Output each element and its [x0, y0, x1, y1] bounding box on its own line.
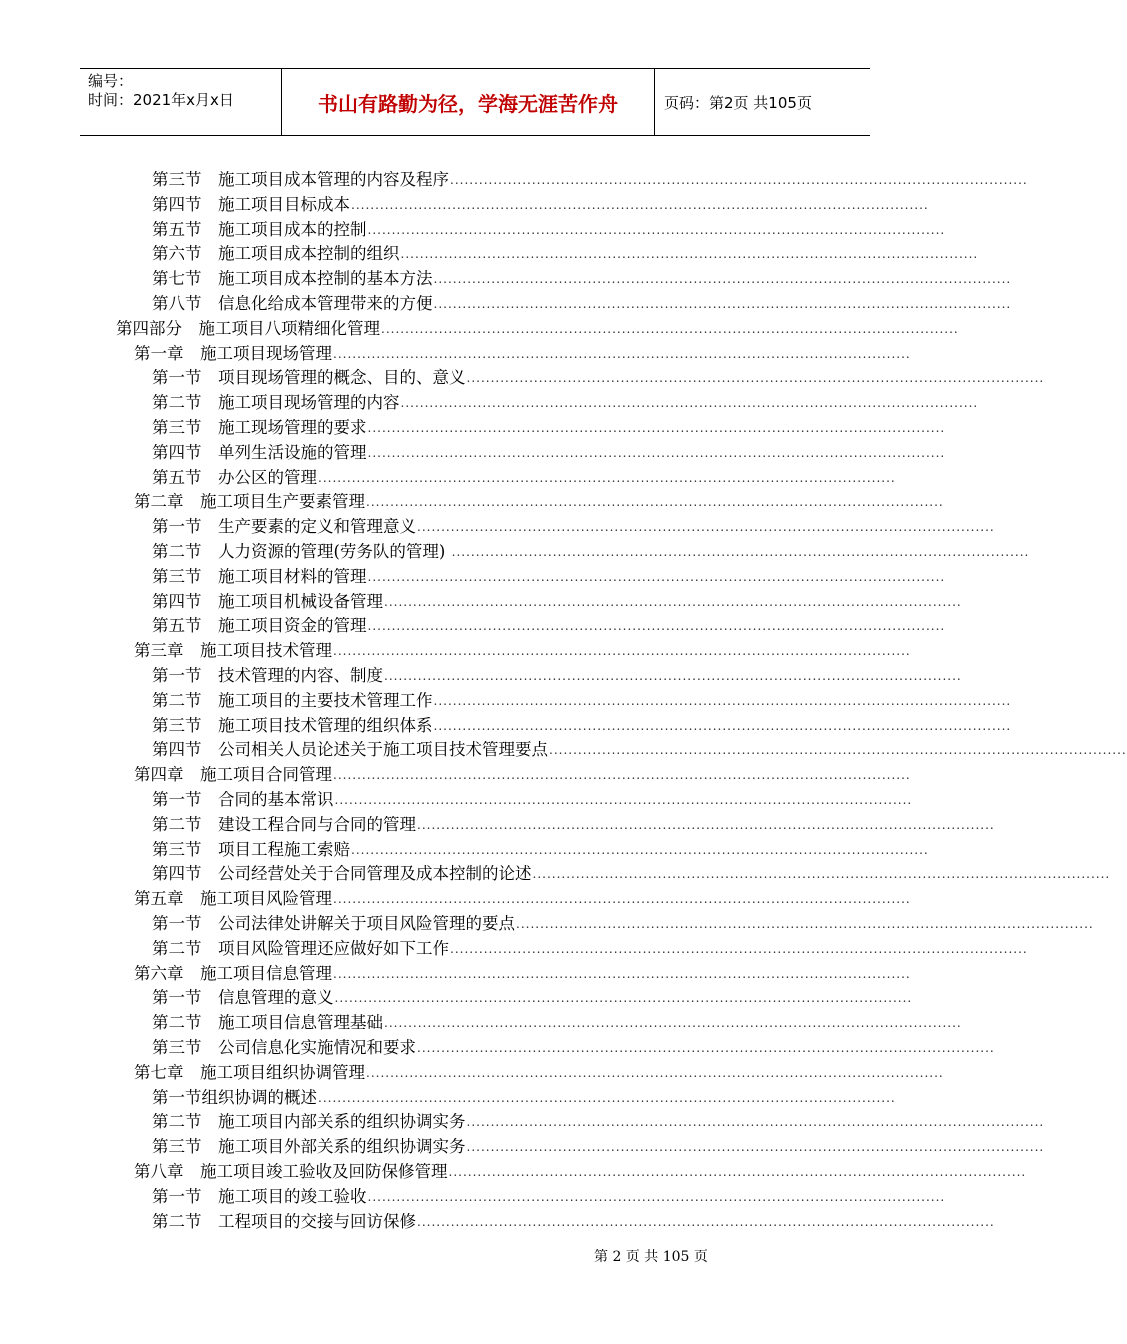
- toc-entry-label: 第八节 信息化给成本管理带来的方便: [152, 294, 433, 313]
- toc-entry-label: 第五节 施工项目成本的控制: [152, 219, 367, 239]
- toc-entry-label: 第四节 施工项目机械设备管理: [152, 591, 383, 611]
- toc-entry-label: 第四章 施工项目合同管理: [134, 765, 332, 785]
- toc-leader-dots: ........................................................................................................................: [367, 1189, 946, 1204]
- toc-entry-label: 第二节 施工项目现场管理的内容: [152, 393, 400, 413]
- toc-entry-label: 第一节 生产要素的定义和管理意义: [152, 517, 416, 537]
- toc-leader-dots: ........................................................................................................................: [333, 644, 911, 659]
- toc-entry[interactable]: [116, 317, 959, 341]
- toc-entry-label: 第一节 公司法律处讲解关于项目风险管理的要点: [152, 914, 515, 933]
- toc-leader-dots: ........................................................................................................................: [400, 247, 979, 262]
- header-motto: 书山有路勤为径，学海无涯苦作舟: [282, 69, 655, 135]
- toc-leader-dots: ........................................................................................................................: [516, 917, 1094, 931]
- toc-entry[interactable]: [134, 962, 911, 986]
- toc-entry-label: 第五章 施工项目风险管理: [134, 889, 332, 909]
- toc-entry[interactable]: [152, 912, 1094, 936]
- toc-entry[interactable]: [152, 391, 979, 415]
- toc-leader-dots: ........................................................................................................................: [334, 991, 913, 1006]
- toc-leader-dots: ........................................................................................................................: [450, 941, 1028, 956]
- toc-entry-label: 第四部分 施工项目八项精细化管理: [116, 318, 380, 338]
- toc-entry[interactable]: [152, 838, 929, 862]
- toc-leader-dots: ........................................................................................................................: [318, 470, 896, 485]
- toc-entry[interactable]: [152, 466, 896, 490]
- toc-leader-dots: ........................................................................................................................: [333, 966, 911, 981]
- toc-entry[interactable]: [152, 193, 929, 217]
- toc-entry[interactable]: [134, 887, 911, 911]
- toc-entry-label: 第三节 施工项目技术管理的组织体系: [152, 715, 433, 735]
- toc-entry-label: 第七章 施工项目组织协调管理: [134, 1062, 365, 1082]
- toc-leader-dots: ........................................................................................................................: [433, 297, 1012, 311]
- toc-leader-dots: ........................................................................................................................: [367, 569, 946, 584]
- header-page-info: 页码：第2页 共105页: [664, 93, 812, 112]
- toc-entry[interactable]: [152, 986, 913, 1010]
- toc-entry-label: 第三节 公司信息化实施情况和要求: [152, 1038, 416, 1057]
- toc-leader-dots: ........................................................................................................................: [417, 817, 995, 832]
- toc-entry[interactable]: [152, 788, 913, 812]
- toc-entry-label: 第六章 施工项目信息管理: [134, 963, 332, 983]
- toc-leader-dots: ........................................................................................................................: [466, 371, 1045, 386]
- toc-entry-label: 第一节组织协调的概述: [152, 1087, 317, 1107]
- toc-entry[interactable]: [152, 862, 1111, 886]
- toc-entry[interactable]: [152, 937, 1028, 961]
- toc-entry[interactable]: [152, 738, 1127, 762]
- toc-entry[interactable]: [152, 515, 995, 539]
- toc-leader-dots: ........................................................................................................................: [366, 495, 944, 510]
- toc-entry-label: 第五节 施工项目资金的管理: [152, 616, 367, 636]
- toc-entry[interactable]: [152, 1036, 995, 1060]
- toc-entry-label: 第八章 施工项目竣工验收及回防保修管理: [134, 1162, 448, 1181]
- toc-leader-dots: ........................................................................................................................: [400, 396, 979, 411]
- toc-entry-label: 第二节 建设工程合同与合同的管理: [152, 814, 416, 834]
- toc-entry[interactable]: [134, 342, 911, 366]
- toc-entry[interactable]: [152, 565, 946, 589]
- toc-entry-label: 第三节 施工项目成本管理的内容及程序: [152, 170, 449, 189]
- toc-entry[interactable]: [152, 664, 962, 688]
- toc-entry[interactable]: [152, 218, 946, 242]
- page-footer: 第 2 页 共 105 页: [594, 1249, 708, 1265]
- toc-leader-dots: ........................................................................................................................: [333, 346, 911, 361]
- toc-entry[interactable]: [152, 1210, 995, 1234]
- toc-leader-dots: ........................................................................................................................: [367, 619, 946, 634]
- toc-entry[interactable]: [152, 1185, 946, 1209]
- toc-leader-dots: ........................................................................................................................: [433, 272, 1012, 287]
- toc-entry[interactable]: [152, 714, 1012, 738]
- toc-leader-dots: ........................................................................................................................: [417, 1041, 995, 1055]
- toc-leader-dots: ........................................................................................................................: [466, 1140, 1045, 1155]
- toc-entry[interactable]: [152, 441, 946, 465]
- toc-entry-label: 第三节 项目工程施工索赔: [152, 839, 350, 859]
- toc-leader-dots: ........................................................................................................................: [318, 1090, 896, 1105]
- toc-leader-dots: ........................................................................................................................: [367, 421, 946, 435]
- toc-entry[interactable]: [152, 292, 1012, 316]
- toc-entry-label: 第五节 办公区的管理: [152, 467, 317, 487]
- toc-entry-label: 第三节 施工现场管理的要求: [152, 418, 367, 437]
- toc-entry-label: 第二节 人力资源的管理(劳务队的管理): [152, 542, 451, 561]
- toc-entry[interactable]: [152, 614, 946, 638]
- toc-entry-label: 第二节 施工项目信息管理基础: [152, 1013, 383, 1033]
- toc-entry[interactable]: [152, 813, 995, 837]
- toc-leader-dots: ........................................................................................................................: [351, 842, 929, 857]
- toc-entry-label: 第一节 技术管理的内容、制度: [152, 666, 383, 685]
- toc-entry[interactable]: [134, 763, 911, 787]
- toc-leader-dots: ........................................................................................................................: [351, 197, 929, 212]
- toc-entry[interactable]: [134, 1061, 944, 1085]
- toc-entry-label: 第三章 施工项目技术管理: [134, 641, 332, 661]
- toc-leader-dots: ........................................................................................................................: [367, 222, 946, 237]
- toc-entry[interactable]: [152, 590, 962, 614]
- toc-entry[interactable]: [152, 540, 1030, 564]
- toc-leader-dots: ........................................................................................................................: [451, 545, 1030, 559]
- toc-entry[interactable]: [152, 689, 1012, 713]
- toc-leader-dots: ........................................................................................................................: [417, 520, 995, 535]
- toc-leader-dots: ........................................................................................................................: [334, 793, 913, 807]
- toc-leader-dots: ........................................................................................................................: [549, 743, 1127, 758]
- toc-leader-dots: ........................................................................................................................: [448, 1165, 1027, 1179]
- toc-leader-dots: ........................................................................................................................: [367, 445, 946, 460]
- toc-entry[interactable]: [152, 1110, 1045, 1134]
- toc-leader-dots: ........................................................................................................................: [450, 173, 1028, 187]
- toc-entry-label: 第四节 施工项目目标成本: [152, 194, 350, 214]
- toc-leader-dots: ........................................................................................................................: [384, 669, 962, 683]
- toc-entry[interactable]: [134, 1160, 1027, 1184]
- toc-leader-dots: ........................................................................................................................: [384, 1016, 962, 1031]
- toc-entry-label: 第一节 合同的基本常识: [152, 790, 334, 809]
- toc-entry-label: 第二章 施工项目生产要素管理: [134, 492, 365, 512]
- toc-entry-label: 第七节 施工项目成本控制的基本方法: [152, 269, 433, 289]
- toc-entry[interactable]: [152, 242, 979, 266]
- toc-entry-label: 第一节 信息管理的意义: [152, 988, 334, 1008]
- toc-entry-label: 第三节 施工项目材料的管理: [152, 566, 367, 586]
- toc-entry-label: 第二节 施工项目内部关系的组织协调实务: [152, 1112, 466, 1132]
- toc-leader-dots: ........................................................................................................................: [333, 892, 911, 907]
- toc-leader-dots: ........................................................................................................................: [417, 1214, 995, 1229]
- toc-entry-label: 第二节 施工项目的主要技术管理工作: [152, 690, 433, 710]
- toc-entry-label: 第二节 工程项目的交接与回访保修: [152, 1211, 416, 1231]
- toc-entry-label: 第二节 项目风险管理还应做好如下工作: [152, 938, 449, 958]
- toc-entry[interactable]: [152, 1011, 962, 1035]
- toc-entry-label: 第三节 施工项目外部关系的组织协调实务: [152, 1137, 466, 1157]
- toc-leader-dots: ........................................................................................................................: [532, 867, 1111, 882]
- doc-time: 时间：2021年x月x日: [88, 91, 234, 109]
- toc-entry-label: 第四节 公司相关人员论述关于施工项目技术管理要点: [152, 740, 548, 760]
- toc-entry[interactable]: [152, 267, 1012, 291]
- page-header: [80, 68, 870, 136]
- toc-entry-label: 第六节 施工项目成本控制的组织: [152, 244, 400, 264]
- toc-leader-dots: ........................................................................................................................: [381, 321, 959, 336]
- toc-entry-label: 第四节 单列生活设施的管理: [152, 442, 367, 462]
- toc-entry[interactable]: [152, 366, 1045, 390]
- toc-leader-dots: ........................................................................................................................: [433, 693, 1012, 708]
- toc-entry[interactable]: [134, 490, 944, 514]
- header-meta: [80, 69, 282, 135]
- toc-entry[interactable]: [152, 1086, 896, 1110]
- toc-entry-label: 第四节 公司经营处关于合同管理及成本控制的论述: [152, 864, 532, 884]
- toc-entry[interactable]: [134, 639, 911, 663]
- toc-leader-dots: ........................................................................................................................: [366, 1065, 944, 1080]
- toc-entry-label: 第一章 施工项目现场管理: [134, 343, 332, 363]
- toc-leader-dots: ........................................................................................................................: [384, 594, 962, 609]
- doc-code-label: 编号：: [88, 72, 134, 90]
- toc-leader-dots: ........................................................................................................................: [466, 1115, 1045, 1130]
- toc-entry-label: 第一节 施工项目的竣工验收: [152, 1186, 367, 1206]
- toc-leader-dots: ........................................................................................................................: [433, 718, 1012, 733]
- toc-entry[interactable]: [152, 416, 946, 440]
- toc-entry[interactable]: [152, 1135, 1045, 1159]
- toc-entry[interactable]: [152, 168, 1028, 192]
- toc-entry-label: 第一节 项目现场管理的概念、目的、意义: [152, 368, 466, 388]
- toc-leader-dots: ........................................................................................................................: [333, 768, 911, 783]
